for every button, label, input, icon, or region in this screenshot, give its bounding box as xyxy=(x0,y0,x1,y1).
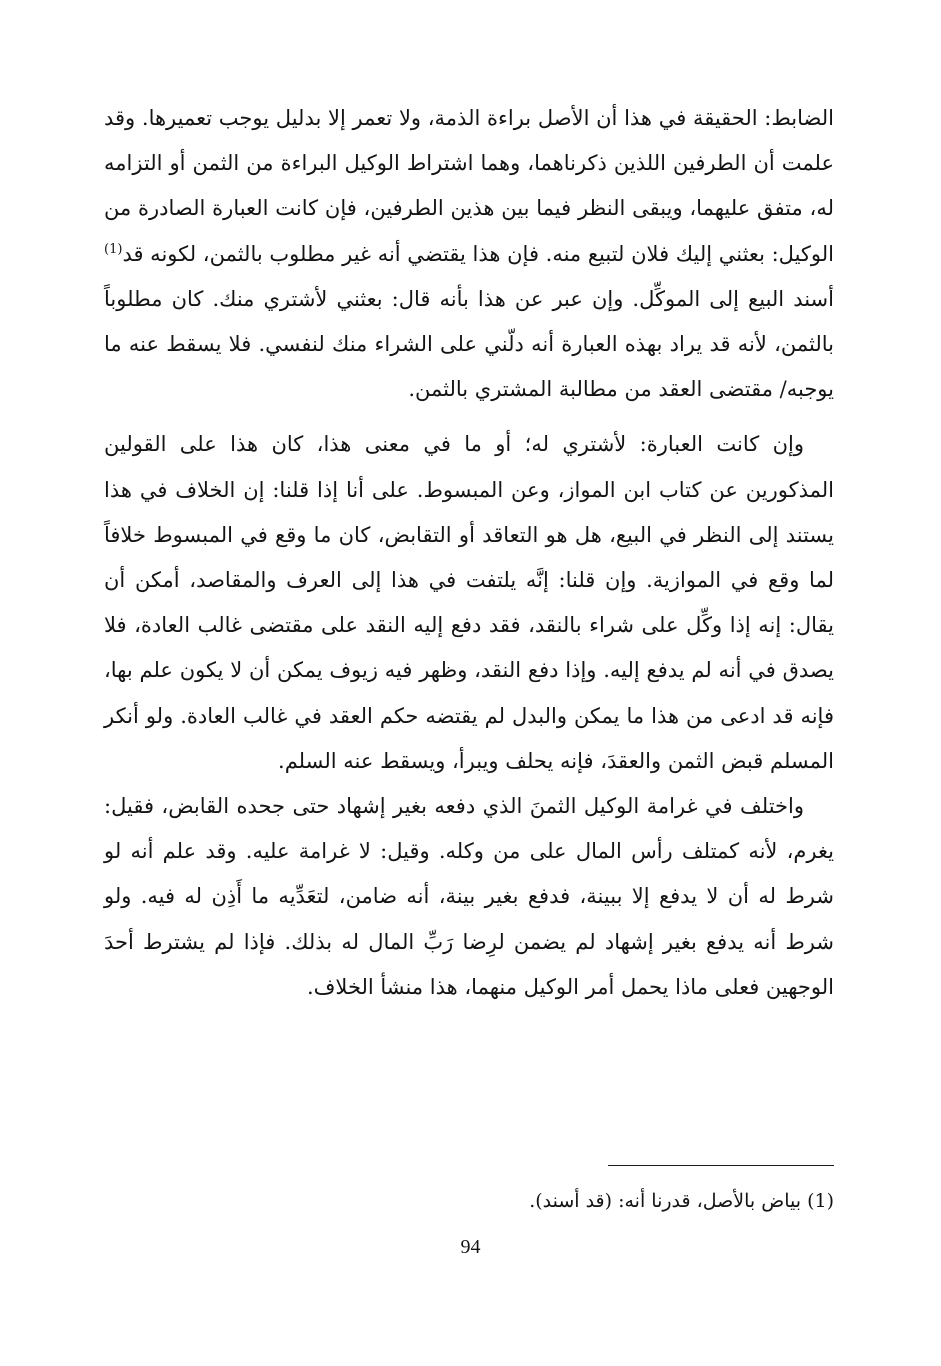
paragraph-1 xyxy=(104,96,834,412)
footnote-separator xyxy=(608,1165,834,1166)
paragraph-1-text: الضابط: الحقيقة في هذا أن الأصل براءة الذمة، ولا تعمر إلا بدليل يوجب تعميرها. وقد علمت أن الطرفين اللذين ذكرناهما، وهما اشتراط الوكيل البراءة من الثمن أو التزامه له، متفق عليهما، ويبقى النظر فيما بين هذين الطرفين، فإن كانت العبارة الصادرة من الوكيل: بعثني إليك فلان لتبيع منه. فإن هذا يقتضي أنه غير مطلوب بالثمن، لكونه قد xyxy=(104,106,834,266)
paragraph-2: وإن كانت العبارة: لأشتري له؛ أو ما في معنى هذا، كان هذا على القولين المذكورين عن كتاب ابن المواز، وعن المبسوط. على أنا إذا قلنا: إن الخلاف في هذا يستند إلى النظر في البيع، هل هو التعاقد أو التقابض، كان ما وقع في المبسوط خلافاً لما وقع في الموازية. وإن قلنا: إنَّه يلتفت في هذا إلى العرف والمقاصد، أمكن أن يقال: إنه إذا وكِّل على شراء بالنقد، فقد دفع إليه النقد على مقتضى غالب العادة، فلا يصدق في أنه لم يدفع إليه. وإذا دفع النقد، وظهر فيه زيوف يمكن أن لا يكون علم بها، فإنه قد ادعى من هذا ما يمكن والبدل لم يقتضه حكم العقد في غالب العادة. ولو أنكر المسلم قبض الثمن والعقدَ، فإنه يحلف ويبرأ، ويسقط عنه السلم. xyxy=(104,432,834,773)
main-text xyxy=(104,96,834,1010)
paragraph-1-text-continued: أسند البيع إلى الموكِّل. وإن عبر عن هذا بأنه قال: بعثني لأشتري منك. كان مطلوباً بالثمن، لأنه قد يراد بهذه العبارة أنه دلّني على الشراء منك لنفسي. فلا يسقط عنه ما يوجبه/ مقتضى العقد من مطالبة المشتري بالثمن. xyxy=(104,286,834,402)
footnote-marker: (1) xyxy=(104,241,123,257)
footnote: (1) بياض بالأصل، قدرنا أنه: (قد أسند). xyxy=(529,1190,834,1212)
page-number: 94 xyxy=(460,1236,481,1258)
paragraph-3: واختلف في غرامة الوكيل الثمنَ الذي دفعه بغير إشهاد حتى جحده القابض، فقيل: يغرم، لأنه كمتلف رأس المال على من وكله. وقيل: لا غرامة عليه. وقد علم أنه لو شرط له أن لا يدفع إلا ببينة، فدفع بغير بينة، أنه ضامن، لتعَدِّيه ما أَذِن له فيه. ولو شرط أنه يدفع بغير إشهاد لم يضمن لرِضا رَبِّ المال له بذلك. فإذا لم يشترط أحدَ الوجهين فعلى ماذا يحمل أمر الوكيل منهما، هذا منشأ الخلاف. xyxy=(104,794,834,999)
